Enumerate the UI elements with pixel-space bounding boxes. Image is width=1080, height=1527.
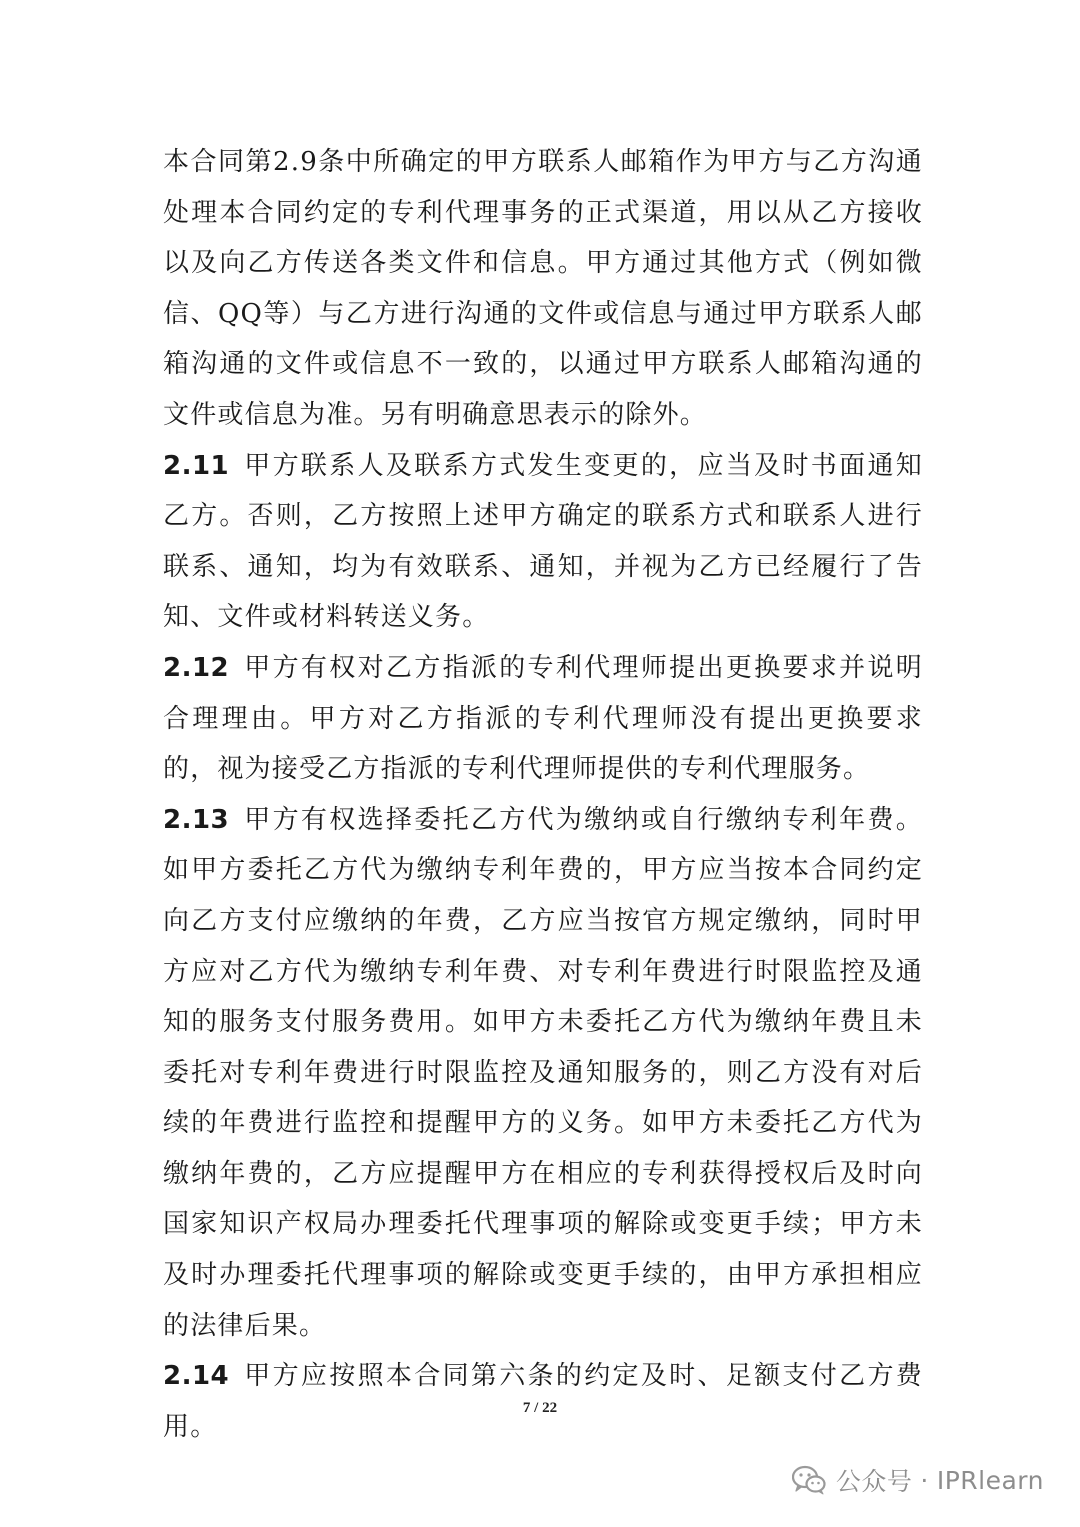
paragraph-2-10-continued — [163, 137, 923, 441]
clause-number: 2.14 — [163, 1361, 230, 1392]
clause-2-12 — [163, 643, 923, 795]
clause-number: 2.12 — [163, 652, 230, 683]
clause-number: 2.13 — [163, 804, 230, 835]
clause-text: 甲方联系人及联系方式发生变更的，应当及时书面通知乙方。否则，乙方按照上述甲方确定的联系方式和联系人进行联系、通知，均为有效联系、通知，并视为乙方已经履行了告知、文件或材料转送义务。 — [163, 450, 923, 633]
paragraph-text: 本合同第2.9条中所确定的甲方联系人邮箱作为甲方与乙方沟通处理本合同约定的专利代理事务的正式渠道，用以从乙方接收以及向乙方传送各类文件和信息。甲方通过其他方式（例如微信、QQ等）与乙方进行沟通的文件或信息与通过甲方联系人邮箱沟通的文件或信息不一致的，以通过甲方联系人邮箱沟通的文件或信息为准。另有明确意思表示的除外。 — [163, 147, 923, 430]
clause-2-11 — [163, 441, 923, 643]
watermark-label: 公众号 — [835, 1467, 913, 1496]
watermark-account: IPRlearn — [936, 1465, 1044, 1495]
watermark-separator: · — [920, 1465, 929, 1495]
clause-number: 2.11 — [163, 450, 230, 481]
clause-text: 甲方应按照本合同第六条的约定及时、足额支付乙方费用。 — [163, 1361, 923, 1442]
clause-text: 甲方有权选择委托乙方代为缴纳或自行缴纳专利年费。如甲方委托乙方代为缴纳专利年费的，甲方应当按本合同约定向乙方支付应缴纳的年费，乙方应当按官方规定缴纳，同时甲方应对乙方代为缴纳专利年费、对专利年费进行时限监控及通知的服务支付服务费用。如甲方未委托乙方代为缴纳年费且未委托对专利年费进行时限监控及通知服务的，则乙方没有对后续的年费进行监控和提醒甲方的义务。如甲方未委托乙方代为缴纳年费的，乙方应提醒甲方在相应的专利获得授权后及时向国家知识产权局办理委托代理事项的解除或变更手续；甲方未及时办理委托代理事项的解除或变更手续的，由甲方承担相应的法律后果。 — [163, 804, 923, 1341]
wechat-watermark — [792, 1462, 1044, 1498]
document-body — [163, 137, 923, 1452]
page-number: 7 / 22 — [522, 1400, 558, 1416]
clause-2-13 — [163, 795, 923, 1352]
clause-text: 甲方有权对乙方指派的专利代理师提出更换要求并说明合理理由。甲方对乙方指派的专利代理师没有提出更换要求的，视为接受乙方指派的专利代理师提供的专利代理服务。 — [163, 652, 923, 785]
wechat-icon — [792, 1465, 826, 1495]
